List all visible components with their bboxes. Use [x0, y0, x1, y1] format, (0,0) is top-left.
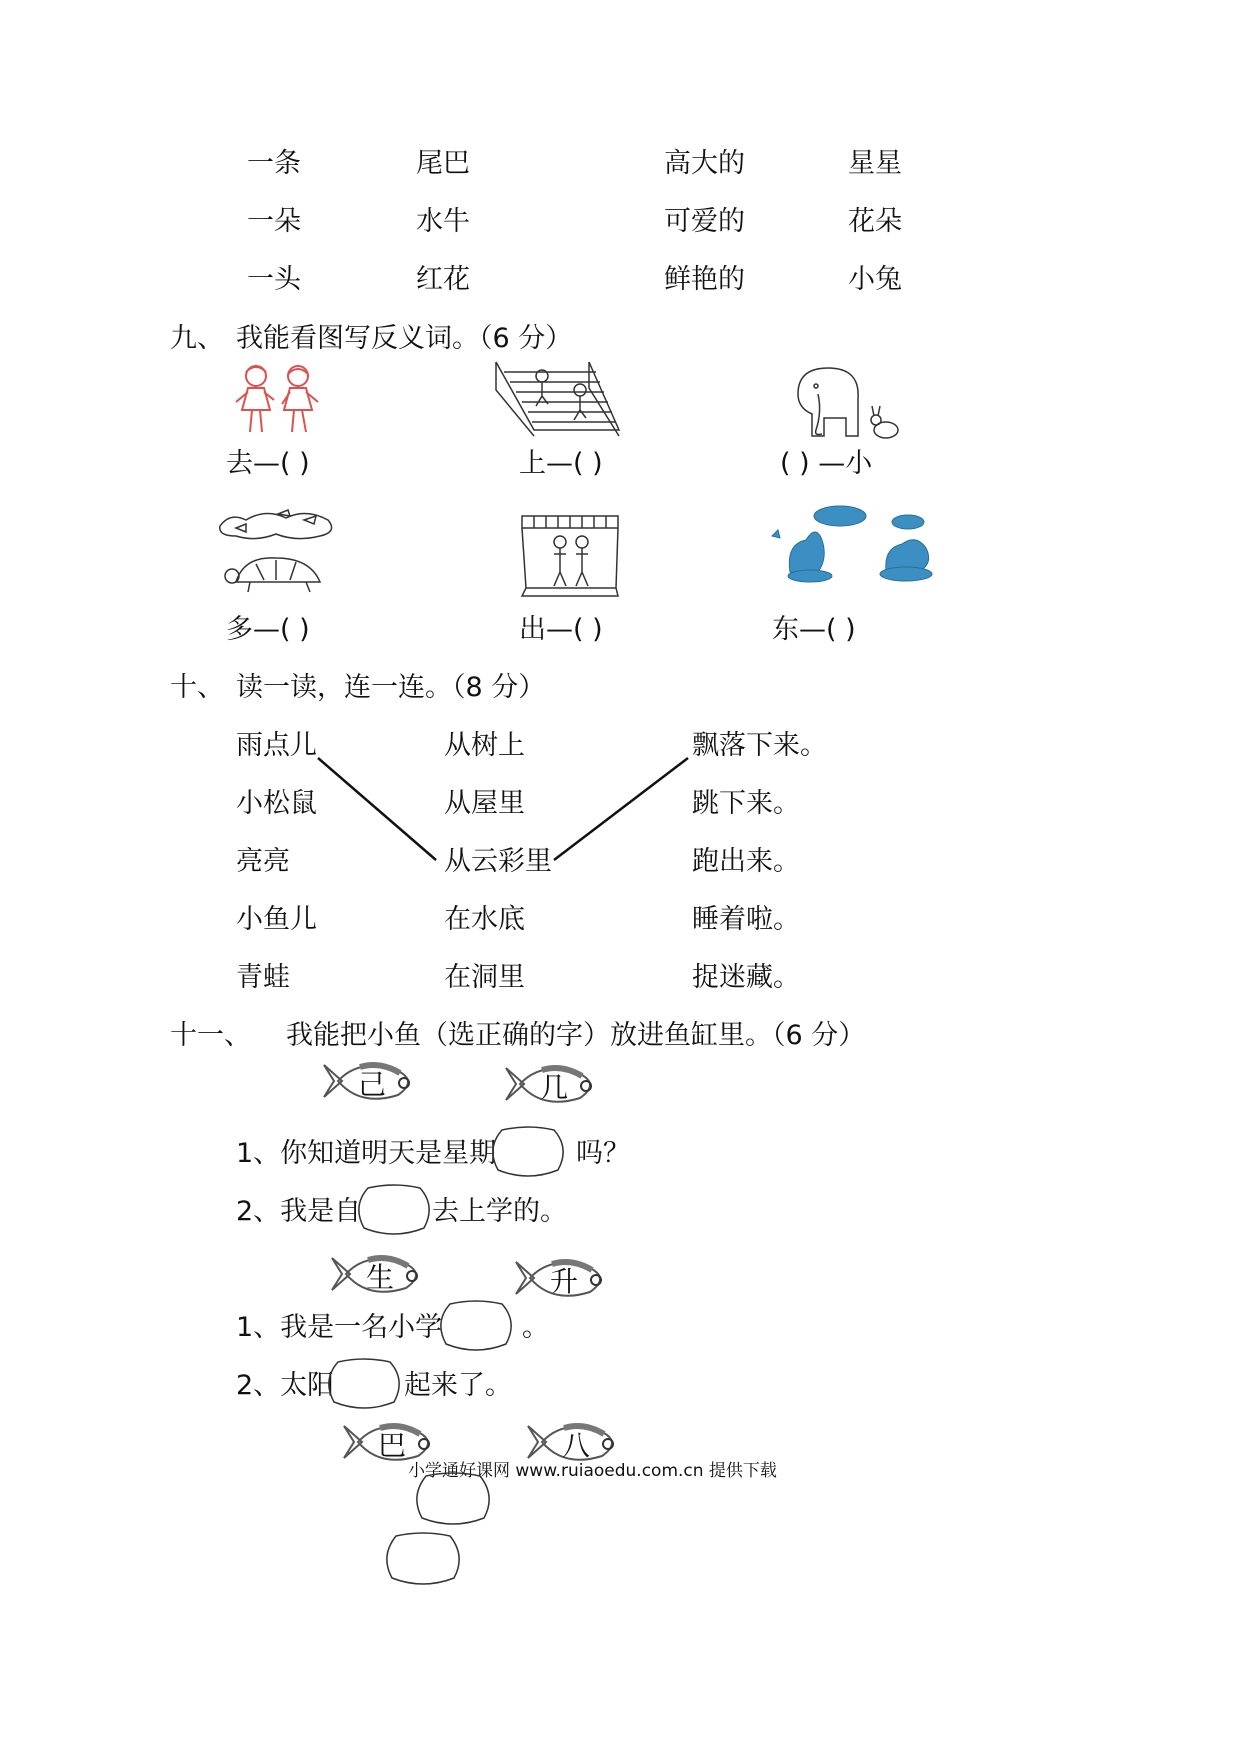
q2a-before: 1、我是一名小学: [236, 1312, 443, 1343]
fish-char: 己: [358, 1068, 387, 1101]
fishbowl-blank-6[interactable]: [380, 1530, 466, 1590]
word-col1-2: 一头: [247, 264, 301, 295]
match-place-2: 从屋里: [444, 788, 525, 819]
fish-char: 升: [550, 1265, 579, 1298]
word-col4-2: 小兔: [848, 264, 902, 295]
match-subject-5: 青蛙: [236, 962, 290, 993]
match-action-5: 捉迷藏。: [692, 962, 800, 993]
shop-illustration: [520, 514, 620, 598]
q1b-before: 2、我是自: [236, 1196, 362, 1227]
fishbowl-blank-4[interactable]: [322, 1356, 406, 1412]
word-col2-2: 红花: [416, 264, 470, 295]
match-subject-3: 亮亮: [236, 846, 290, 877]
fishbowl-blank-2[interactable]: [352, 1182, 436, 1238]
section11-number: 十一、: [170, 1020, 251, 1051]
q2b-after: 起来了。: [404, 1370, 512, 1401]
word-col2-0: 尾巴: [416, 148, 470, 179]
antonym-item-3: ( ) —小: [780, 448, 873, 479]
fish-card-3[interactable]: [328, 1248, 438, 1308]
q2a-after: 。: [522, 1312, 549, 1343]
word-col4-0: 星星: [848, 148, 902, 179]
word-col4-1: 花朵: [848, 206, 902, 237]
fish-char: 八: [562, 1429, 591, 1462]
fishbowl-blank-3[interactable]: [434, 1298, 518, 1354]
kids-illustration: [232, 362, 324, 438]
antonym-item-2: 上—( ): [519, 448, 603, 479]
stairs-illustration: [494, 360, 619, 438]
match-action-1: 飘落下来。: [692, 730, 827, 761]
word-col1-1: 一朵: [247, 206, 301, 237]
fish-char: 巴: [378, 1429, 407, 1462]
fishbowl-blank-1[interactable]: [486, 1124, 570, 1180]
word-col2-1: 水牛: [416, 206, 470, 237]
birds-turtle-illustration: [216, 506, 338, 598]
word-col3-1: 可爱的: [664, 206, 745, 237]
section10-title: 读一读，连一连。（8 分）: [236, 672, 546, 703]
section9-number: 九、: [170, 323, 224, 354]
fish-char: 生: [366, 1261, 395, 1294]
antonym-item-4: 多—( ): [226, 614, 310, 645]
fish-card-2[interactable]: [502, 1058, 612, 1118]
section9-title: 我能看图写反义词。（6 分）: [236, 323, 573, 354]
elephant-rabbit-illustration: [788, 364, 906, 444]
word-col3-0: 高大的: [664, 148, 745, 179]
fishbowl-blank-5[interactable]: [410, 1470, 496, 1530]
roosters-illustration: [766, 500, 938, 584]
footer-credit: 小学通好课网 www.ruiaoedu.com.cn 提供下载: [408, 1461, 777, 1481]
match-place-5: 在洞里: [444, 962, 525, 993]
match-subject-1: 雨点儿: [236, 730, 317, 761]
antonym-item-5: 出—( ): [519, 614, 603, 645]
q1a-before: 1、你知道明天是星期: [236, 1138, 497, 1169]
section10-number: 十、: [170, 672, 224, 703]
word-col3-2: 鲜艳的: [664, 264, 745, 295]
match-subject-2: 小松鼠: [236, 788, 317, 819]
match-action-4: 睡着啦。: [692, 904, 800, 935]
match-action-3: 跑出来。: [692, 846, 800, 877]
fish-char: 几: [540, 1071, 569, 1104]
q1a-after: 吗？: [576, 1138, 630, 1169]
section11-title: 我能把小鱼（选正确的字）放进鱼缸里。（6 分）: [286, 1020, 866, 1051]
match-place-1: 从树上: [444, 730, 525, 761]
antonym-item-6: 东—( ): [772, 614, 856, 645]
match-subject-4: 小鱼儿: [236, 904, 317, 935]
match-place-4: 在水底: [444, 904, 525, 935]
match-action-2: 跳下来。: [692, 788, 800, 819]
connection-line-1: [318, 758, 436, 860]
match-place-3: 从云彩里: [444, 846, 552, 877]
antonym-item-1: 去—( ): [226, 448, 310, 479]
fish-card-4[interactable]: [512, 1252, 622, 1312]
fish-card-1[interactable]: [320, 1055, 430, 1115]
word-col1-0: 一条: [247, 148, 301, 179]
connection-line-2: [554, 758, 688, 860]
q1b-after: 去上学的。: [432, 1196, 567, 1227]
q2b-before: 2、太阳: [236, 1370, 335, 1401]
